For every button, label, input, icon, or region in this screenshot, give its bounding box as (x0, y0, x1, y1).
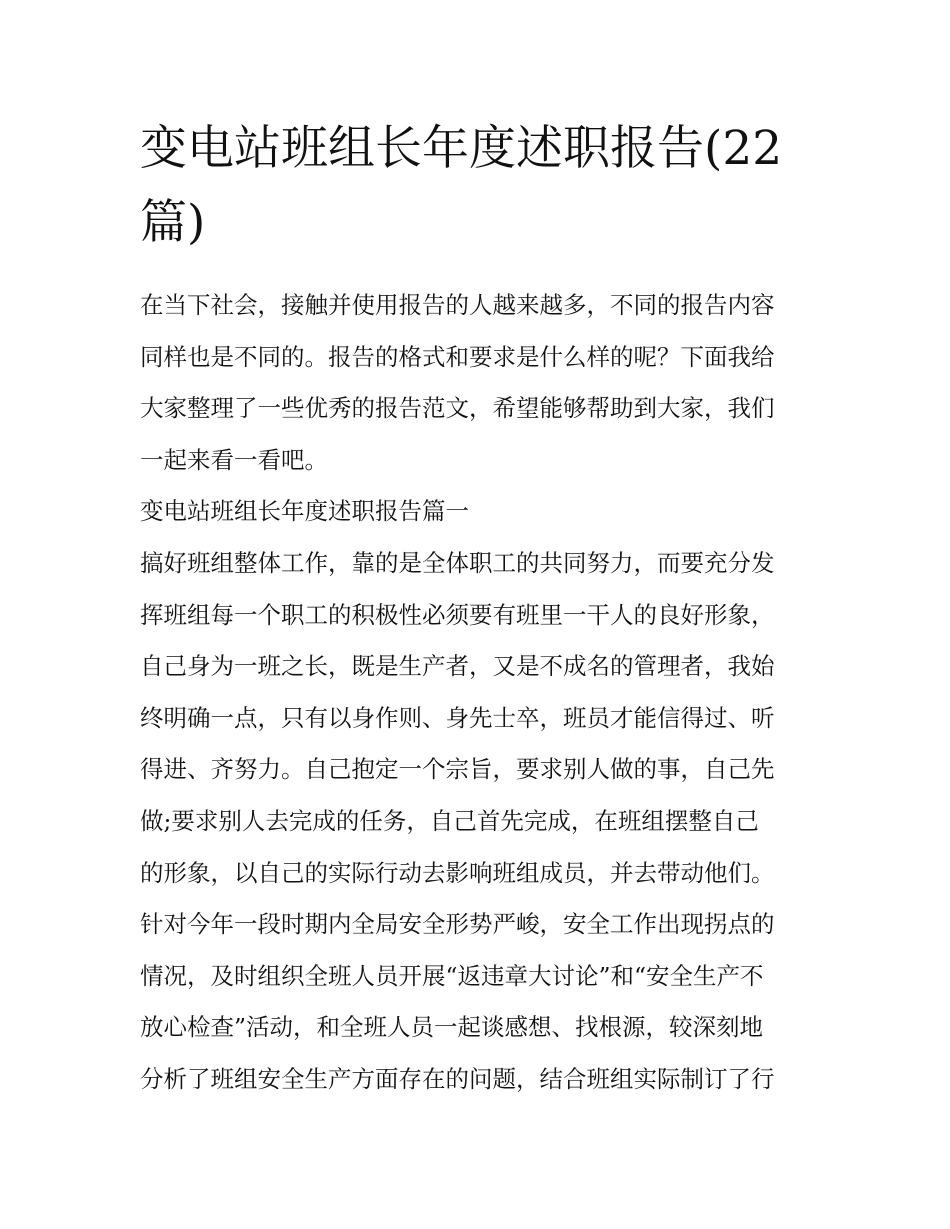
paragraph-line: 大家整理了一些优秀的报告范文，希望能够帮助到大家，我们 (140, 394, 775, 423)
paragraph-line: 终明确一点，只有以身作则、身先士卒，班员才能信得过、听 (140, 703, 775, 732)
paragraph-line: 得进、齐努力。自己抱定一个宗旨，要求别人做的事，自己先 (140, 755, 775, 784)
paragraph-line: 做;要求别人去完成的任务，自己首先完成，在班组摆整自己 (140, 806, 759, 835)
document-title (140, 112, 820, 260)
document-body (140, 280, 820, 1106)
paragraph-line: 分析了班组安全生产方面存在的问题，结合班组实际制订了行 (140, 1064, 775, 1093)
paragraph-line: 放心检查”活动，和全班人员一起谈感想、找根源，较深刻地 (140, 1013, 764, 1042)
title-line-2: 篇) (140, 195, 206, 250)
paragraph-line: 同样也是不同的。报告的格式和要求是什么样的呢？下面我给 (140, 342, 775, 371)
paragraph-line: 情况，及时组织全班人员开展“返违章大讨论”和“安全生产不 (140, 961, 764, 990)
title-line-1: 变电站班组长年度述职报告(22 (140, 121, 783, 176)
section-heading: 变电站班组长年度述职报告篇一 (140, 497, 469, 526)
paragraph-line: 的形象，以自己的实际行动去影响班组成员，并去带动他们。 (140, 858, 775, 887)
paragraph-line: 针对今年一段时期内全局安全形势严峻，安全工作出现拐点的 (140, 910, 775, 939)
paragraph-line: 挥班组每一个职工的积极性必须要有班里一干人的良好形象， (140, 600, 775, 629)
paragraph-line: 自己身为一班之长，既是生产者，又是不成名的管理者，我始 (140, 652, 775, 681)
paragraph-line: 在当下社会，接触并使用报告的人越来越多，不同的报告内容 (140, 291, 775, 319)
paragraph-line: 一起来看一看吧。 (140, 445, 328, 474)
paragraph-line: 搞好班组整体工作，靠的是全体职工的共同努力，而要充分发 (140, 548, 775, 577)
